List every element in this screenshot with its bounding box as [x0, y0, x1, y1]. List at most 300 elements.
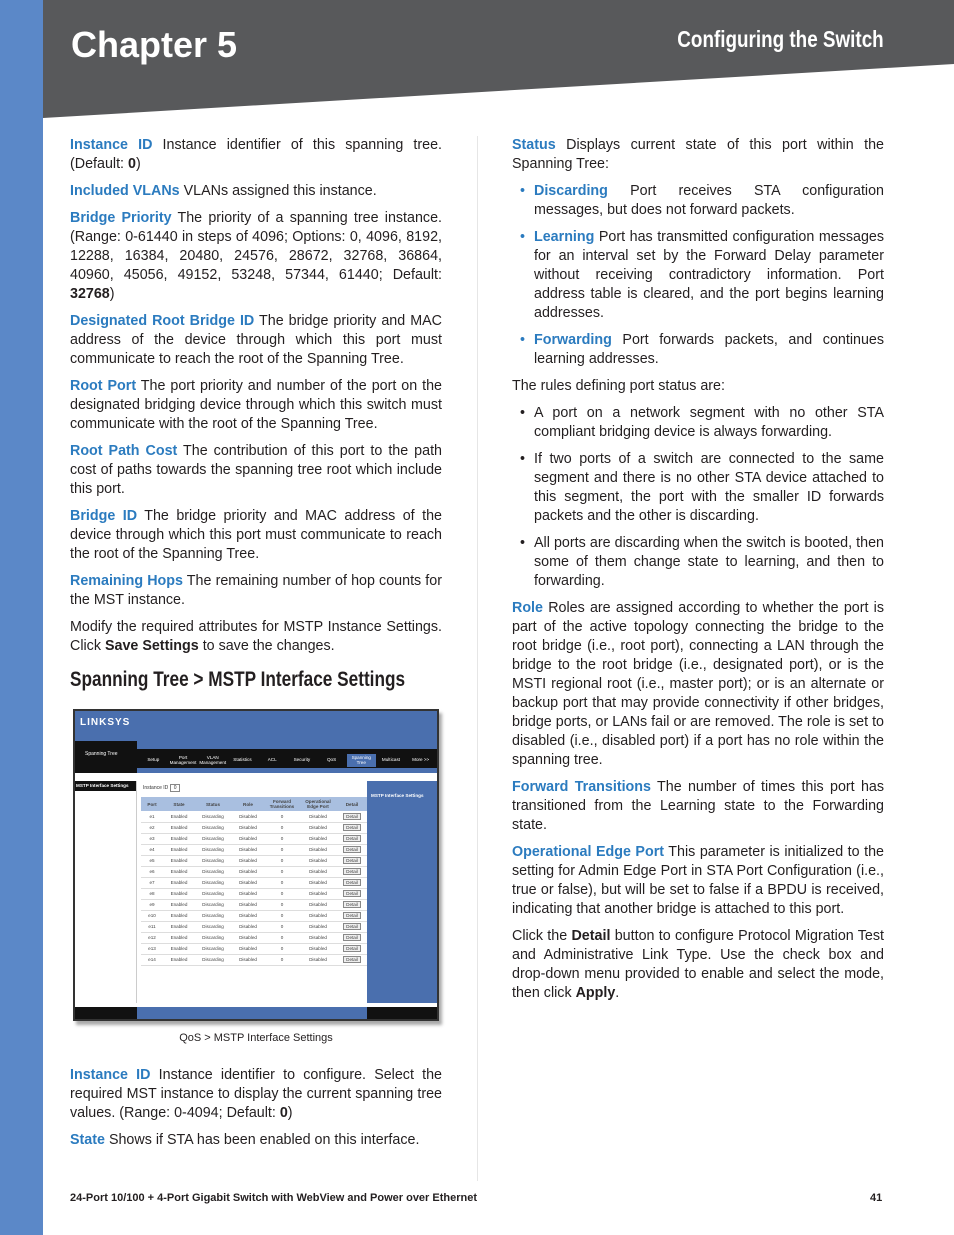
table-cell [163, 888, 195, 899]
cell-value: 0 [280, 924, 284, 929]
cell-value: Enabled [170, 935, 188, 940]
body-text: Modify the required attributes for MSTP Instance Settings. Click [70, 619, 442, 654]
table-cell [195, 844, 231, 855]
table-cell [337, 910, 367, 921]
table-cell [299, 921, 337, 932]
table-cell [141, 943, 163, 954]
paragraph [70, 312, 442, 369]
term-label: Bridge Priority [70, 210, 172, 226]
table-cell [195, 822, 231, 833]
linksys-logo: LINKSYS [80, 717, 131, 728]
body-text: The remaining number of hop counts for the MST instance. [70, 573, 442, 608]
column-header: Role [231, 797, 265, 811]
body-text: ) [135, 156, 141, 172]
table-row [141, 943, 367, 954]
cell-value: Disabled [309, 836, 327, 841]
cell-value: Disabled [309, 813, 327, 819]
cell-value: Disabled [309, 847, 327, 852]
cell-value: e12 [148, 935, 156, 940]
table-cell [337, 932, 367, 943]
cell-value: Disabled [309, 913, 327, 918]
cell-value: e14 [148, 957, 156, 962]
cell-value: e11 [148, 924, 156, 929]
table-cell [265, 888, 299, 899]
table-cell [141, 954, 163, 965]
term-label: Status [512, 137, 556, 153]
detail-button: Detail [343, 846, 361, 853]
table-cell [195, 954, 231, 965]
table-cell [195, 921, 231, 932]
body-text: A port on a network segment with no other STA compliant bridging device is always forwarding. [534, 405, 884, 440]
table-cell [231, 866, 265, 877]
table-cell [337, 877, 367, 888]
detail-button: Detail [343, 890, 361, 897]
body-text: If two ports of a switch are connected to the same segment and there is no other STA device attached to this segment, the port with the smaller ID forwards packets and the other is discarding. [534, 451, 884, 524]
table-cell [299, 910, 337, 921]
bullet-item [512, 331, 884, 369]
cell-value: e10 [148, 913, 156, 918]
column-header: Detail [337, 797, 367, 811]
cell-value: Enabled [170, 847, 188, 852]
table-cell [299, 877, 337, 888]
table-cell [337, 844, 367, 855]
cell-value: 0 [280, 902, 284, 907]
cell-value: Discarding [202, 891, 224, 896]
detail-button: Detail [343, 813, 361, 820]
cell-value: Disabled [309, 891, 327, 896]
table-cell [231, 932, 265, 943]
term-label: Instance ID [70, 1067, 151, 1083]
cell-value: 0 [280, 847, 284, 852]
paragraph [70, 507, 442, 564]
detail-button: Detail [343, 956, 361, 963]
body-text: This parameter is initialized to the setting for Admin Edge Port in STA Port Configuration (i.e., true or false), but will be set to false if a BPDU is received, indicating that another bridge is attached to this port. [512, 844, 884, 917]
table-cell [195, 811, 231, 822]
table-cell [195, 943, 231, 954]
cell-value: Disabled [309, 946, 327, 951]
table-cell [163, 932, 195, 943]
nav-tab: Multicast [381, 757, 401, 763]
cell-value: Disabled [309, 880, 327, 885]
table-cell [299, 954, 337, 965]
column-header: State [163, 797, 195, 811]
table-cell [195, 866, 231, 877]
cell-value: e1 [149, 813, 155, 819]
term-label: Included VLANs [70, 183, 180, 199]
table-cell [163, 822, 195, 833]
table-cell [141, 899, 163, 910]
table-cell [231, 943, 265, 954]
table-cell [163, 899, 195, 910]
nav-tab: Setup [147, 757, 160, 763]
table-cell [265, 833, 299, 844]
cell-value: Disabled [239, 825, 257, 830]
table-row [141, 899, 367, 910]
cell-value: Discarding [202, 869, 224, 874]
table-cell [141, 866, 163, 877]
detail-button: Detail [343, 934, 361, 941]
instance-label: Instance ID [143, 785, 169, 791]
cell-value: Disabled [239, 946, 257, 951]
table-cell [195, 888, 231, 899]
body-text: The contribution of this port to the path cost of paths towards the spanning tree root which include this port. [70, 443, 443, 497]
table-row [141, 921, 367, 932]
cell-value: e7 [149, 880, 155, 885]
term-label: Designated Root Bridge ID [70, 313, 255, 329]
paragraph [512, 377, 884, 396]
side-item-mstp-interface: MSTP Interface Settings [75, 781, 136, 791]
body-text: button to configure Protocol Migration Test and Administrative Link Type. Use the check box and drop-down menu provided to enable and select the mode, then click [512, 928, 885, 1001]
table-row [141, 866, 367, 877]
cell-value: Enabled [170, 813, 188, 819]
table-cell [141, 932, 163, 943]
cell-value: Enabled [170, 924, 188, 929]
cell-value: Enabled [170, 880, 188, 885]
body-text: All ports are discarding when the switch is booted, then some of them change state to learning, and then to forwarding. [534, 535, 884, 589]
cell-value: 0 [280, 891, 284, 896]
table-cell [265, 855, 299, 866]
right-column [512, 136, 884, 1011]
body-text: Instance identifier of this spanning tree. (Default: [70, 137, 442, 172]
table-cell [337, 921, 367, 932]
cell-value: Discarding [202, 836, 224, 841]
body-text: The bridge priority and MAC address of the device through which this port must communicate to reach the root of the Spanning Tree. [70, 508, 442, 562]
bold-text: Apply [575, 985, 616, 1001]
cell-value: e6 [149, 869, 155, 874]
cell-value: Disabled [309, 902, 327, 907]
bold-text: 0 [128, 156, 136, 172]
term-label: State [70, 1132, 105, 1148]
cell-value: Disabled [239, 836, 257, 841]
table-cell [299, 855, 337, 866]
table-cell [265, 954, 299, 965]
left-column [70, 136, 442, 1158]
cell-value: Discarding [202, 847, 224, 852]
table-cell [231, 844, 265, 855]
table-cell [163, 811, 195, 822]
table-cell [231, 855, 265, 866]
table-row [141, 932, 367, 943]
cell-value: Disabled [309, 825, 327, 830]
bullet-item [512, 450, 884, 526]
table-cell [231, 822, 265, 833]
body-text: The rules defining port status are: [512, 378, 725, 394]
section-title: Configuring the Switch [677, 26, 884, 52]
table-cell [141, 921, 163, 932]
cell-value: Enabled [170, 869, 188, 874]
detail-button: Detail [343, 824, 361, 831]
body-text: Displays current state of this port within the Spanning Tree: [512, 137, 884, 172]
cell-value: Disabled [239, 891, 257, 896]
nav-tab: Security [293, 757, 311, 763]
nav-tab: Statistics [233, 757, 252, 763]
cell-value: e8 [149, 891, 155, 896]
detail-button: Detail [343, 879, 361, 886]
nav-tab: Spanning Tree [347, 754, 376, 767]
nav-tab: QoS [326, 757, 337, 763]
table-cell [299, 822, 337, 833]
paragraph [512, 927, 884, 1003]
body-text: The priority of a spanning tree instance. (Range: 0-61440 in steps of 4096; Options: 0, 4096, 8192, 12288, 16384, 20480, 24576, 28672, 32768, 36864, 40960, 45056, 49152, 53248, 57344, 61440; Default: [70, 210, 442, 283]
body-text: Shows if STA has been enabled on this interface. [104, 1132, 420, 1148]
table-cell [163, 855, 195, 866]
cell-value: Disabled [239, 913, 257, 918]
body-text: The bridge priority and MAC address of the device through which this port must communicate to reach the root of the Spanning Tree. [70, 313, 442, 367]
instance-select: 0 [170, 784, 181, 792]
cell-value: Disabled [309, 924, 327, 929]
cell-value: Discarding [202, 924, 224, 929]
cell-value: Discarding [202, 946, 224, 951]
table-row [141, 822, 367, 833]
cell-value: Disabled [309, 858, 327, 863]
cell-value: Discarding [202, 913, 224, 918]
body-text: ) [109, 286, 115, 302]
table-cell [195, 877, 231, 888]
nav-tab: ACL [267, 757, 277, 763]
table-cell [141, 910, 163, 921]
column-header: Status [195, 797, 231, 811]
table-row [141, 811, 367, 822]
term-label: Instance ID [70, 137, 153, 153]
paragraph [70, 618, 442, 656]
detail-button: Detail [343, 868, 361, 875]
term-label: Role [512, 600, 543, 616]
table-cell [337, 855, 367, 866]
cell-value: e5 [149, 858, 155, 863]
cell-value: Disabled [239, 869, 257, 874]
table-cell [195, 910, 231, 921]
body-text: Port receives STA configuration messages, but does not forward packets. [534, 183, 884, 218]
table-row [141, 888, 367, 899]
cell-value: Disabled [239, 880, 257, 885]
table-cell [265, 822, 299, 833]
nav-tab: VLAN Management [199, 754, 227, 765]
cell-value: Discarding [202, 813, 224, 819]
body-text: Port forwards packets, and continues learning addresses. [534, 332, 884, 367]
cell-value: Enabled [170, 836, 188, 841]
chapter-color-bar [0, 0, 43, 1235]
cell-value: e9 [149, 902, 155, 907]
table-cell [231, 888, 265, 899]
table-cell [163, 910, 195, 921]
column-header: Port [141, 797, 163, 811]
cell-value: e13 [148, 946, 156, 951]
table-cell [337, 833, 367, 844]
table-cell [231, 910, 265, 921]
cell-value: Disabled [239, 813, 257, 819]
cell-value: Enabled [170, 891, 188, 896]
table-cell [299, 866, 337, 877]
cell-value: 0 [280, 836, 284, 841]
cell-value: 0 [280, 935, 284, 940]
bullet-item [512, 182, 884, 220]
table-cell [265, 910, 299, 921]
cell-value: Disabled [239, 924, 257, 929]
cell-value: Discarding [202, 858, 224, 863]
table-row [141, 833, 367, 844]
body-text: . [615, 985, 620, 1001]
table-cell [163, 866, 195, 877]
detail-button: Detail [343, 857, 361, 864]
table-row [141, 954, 367, 965]
term-label: Learning [534, 229, 595, 245]
column-header: Operational Edge Port [299, 797, 337, 811]
body-text: Click the [512, 928, 572, 944]
column-header: Forward Transitions [265, 797, 299, 811]
table-cell [163, 954, 195, 965]
cell-value: Enabled [170, 946, 188, 951]
cell-value: 0 [280, 957, 284, 962]
table-cell [163, 921, 195, 932]
cell-value: e2 [149, 825, 155, 830]
table-cell [337, 888, 367, 899]
paragraph [512, 778, 884, 835]
chapter-title: Chapter 5 [71, 24, 238, 65]
cell-value: 0 [280, 913, 284, 918]
table-row [141, 855, 367, 866]
mstp-interface-settings-screenshot [73, 709, 439, 1021]
cell-value: Disabled [309, 935, 327, 940]
paragraph [70, 442, 442, 499]
table-cell [141, 822, 163, 833]
paragraph [70, 1131, 442, 1150]
paragraph [70, 209, 442, 304]
help-title: MSTP Interface Settings [371, 793, 424, 798]
table-cell [163, 833, 195, 844]
nav-tab: Port Management [169, 754, 197, 765]
table-cell [265, 866, 299, 877]
table-cell [231, 899, 265, 910]
cell-value: Disabled [239, 902, 257, 907]
table-cell [195, 855, 231, 866]
table-cell [299, 932, 337, 943]
cell-value: Enabled [170, 825, 188, 830]
table-cell [337, 811, 367, 822]
cell-value: Disabled [239, 858, 257, 863]
table-cell [231, 833, 265, 844]
cell-value: Disabled [309, 957, 327, 962]
table-cell [231, 921, 265, 932]
table-cell [163, 844, 195, 855]
table-cell [337, 943, 367, 954]
table-cell [141, 811, 163, 822]
figure-caption: QoS > MSTP Interface Settings [179, 1032, 333, 1044]
term-label: Bridge ID [70, 508, 138, 524]
cell-value: 0 [280, 869, 284, 874]
body-text: to save the changes. [198, 638, 335, 654]
table-cell [195, 833, 231, 844]
body-text: The port priority and number of the port on the designated bridging device through which this switch must communicate with the root of the Spanning Tree. [70, 378, 442, 432]
term-label: Forward Transitions [512, 779, 651, 795]
table-cell [163, 943, 195, 954]
cell-value: Discarding [202, 825, 224, 830]
table-cell [195, 932, 231, 943]
table-cell [299, 888, 337, 899]
table-cell [141, 855, 163, 866]
term-label: Remaining Hops [70, 573, 183, 589]
table-cell [299, 833, 337, 844]
table-cell [299, 811, 337, 822]
nav-tab: More >> [412, 757, 430, 763]
term-label: Operational Edge Port [512, 844, 665, 860]
cell-value: 0 [280, 825, 284, 830]
table-row [141, 844, 367, 855]
body-text: VLANs assigned this instance. [179, 183, 377, 199]
table-cell [337, 899, 367, 910]
paragraph [70, 182, 442, 201]
cell-value: 0 [280, 880, 284, 885]
bullet-item [512, 228, 884, 323]
detail-button: Detail [343, 912, 361, 919]
paragraph [70, 377, 442, 434]
term-label: Discarding [534, 183, 608, 199]
table-cell [195, 899, 231, 910]
detail-button: Detail [343, 901, 361, 908]
paragraph [512, 599, 884, 770]
body-text: The number of times this port has transitioned from the Learning state to the Forwarding state. [512, 779, 884, 833]
table-cell [299, 899, 337, 910]
body-text: Port has transmitted configuration messages for an interval set by the Forward Delay parameter without receiving contradictory information. Port address table is cleared, and the port begins learning addresses. [534, 229, 884, 321]
bold-text: Save Settings [104, 638, 199, 654]
cell-value: 0 [280, 813, 284, 819]
paragraph [512, 843, 884, 919]
detail-button: Detail [343, 945, 361, 952]
cell-value: e3 [149, 836, 155, 841]
bullet-item [512, 404, 884, 442]
table-cell [231, 811, 265, 822]
cell-value: 0 [280, 858, 284, 863]
cell-value: Discarding [202, 880, 224, 885]
term-label: Forwarding [534, 332, 612, 348]
footer-title: 24-Port 10/100 + 4-Port Gigabit Switch with WebView and Power over Ethernet [70, 1192, 478, 1204]
cell-value: Discarding [202, 957, 224, 962]
term-label: Root Path Cost [70, 443, 178, 459]
cell-value: Enabled [170, 902, 188, 907]
cell-value: e4 [149, 847, 155, 852]
page-number: 41 [870, 1192, 883, 1204]
cell-value: Disabled [239, 957, 257, 962]
section-heading: Spanning Tree > MSTP Interface Settings [70, 668, 406, 691]
cell-value: Disabled [309, 869, 327, 874]
table-cell [265, 921, 299, 932]
cell-value: Disabled [239, 935, 257, 940]
table-cell [337, 954, 367, 965]
table-cell [337, 822, 367, 833]
bold-text: Detail [571, 928, 611, 944]
cell-value: Enabled [170, 913, 188, 918]
table-cell [265, 943, 299, 954]
table-cell [231, 877, 265, 888]
table-cell [337, 866, 367, 877]
paragraph [70, 572, 442, 610]
cell-value: Enabled [170, 858, 188, 863]
paragraph [512, 136, 884, 174]
column-divider [477, 136, 478, 1181]
table-cell [141, 833, 163, 844]
table-row [141, 910, 367, 921]
detail-button: Detail [343, 923, 361, 930]
table-row [141, 877, 367, 888]
table-cell [141, 877, 163, 888]
paragraph [70, 136, 442, 174]
table-cell [265, 811, 299, 822]
bold-text: 0 [279, 1105, 288, 1121]
term-label: Root Port [70, 378, 137, 394]
table-cell [141, 844, 163, 855]
cell-value: Discarding [202, 935, 224, 940]
table-cell [141, 888, 163, 899]
table-cell [265, 844, 299, 855]
